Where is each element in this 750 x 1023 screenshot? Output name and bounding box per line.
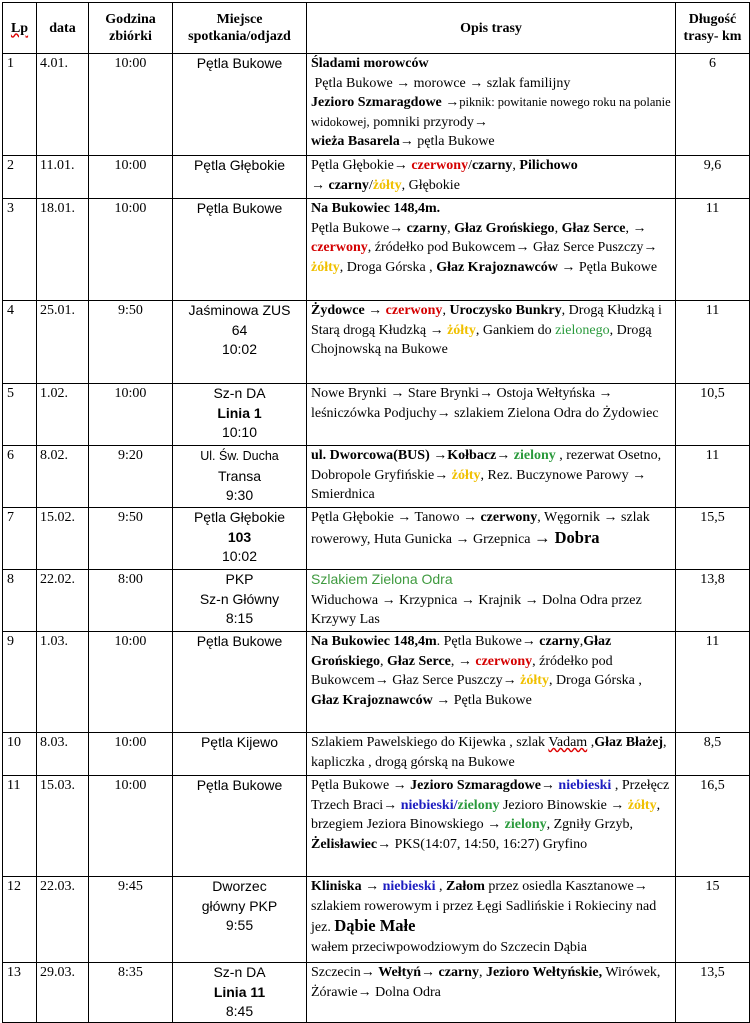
cell-data: 25.01. — [37, 301, 89, 384]
header-godzina: Godzina zbiórki — [89, 3, 173, 54]
cell-opis: Żydowce → czerwony, Uroczysko Bunkry, Drogą Kłudzką i Starą drogą Kłudzką → żółty, Gankiem do zielonego, Drogą Chojnowską na Bukowe — [307, 301, 676, 384]
cell-data: 18.01. — [37, 199, 89, 301]
cell-km: 11 — [676, 301, 750, 384]
cell-godzina: 10:00 — [89, 776, 173, 877]
cell-godzina: 10:00 — [89, 199, 173, 301]
cell-km: 10,5 — [676, 384, 750, 446]
cell-miejsce: Pętla Bukowe — [173, 776, 307, 877]
cell-godzina: 10:00 — [89, 384, 173, 446]
cell-godzina: 10:00 — [89, 632, 173, 733]
cell-opis: Śladami morowców Pętla Bukowe → morowce → szlak familijny Jezioro Szmaragdowe →piknik: powitanie nowego roku na polanie widokowej, pomniki przyrody→ wieża Basarela→ pętla Bukowe — [307, 54, 676, 156]
cell-opis: Szlakiem Pawelskiego do Kijewka , szlak Vadam ,Głaz Błażej, kapliczka , drogą górską na Bukowe — [307, 733, 676, 776]
cell-godzina: 8:35 — [89, 963, 173, 1023]
table-row — [3, 446, 750, 508]
cell-lp: 6 — [3, 446, 37, 508]
cell-lp: 11 — [3, 776, 37, 877]
header-miejsce: Miejsce spotkania/odjazd — [173, 3, 307, 54]
cell-miejsce: Pętla Głębokie — [173, 156, 307, 199]
table-row — [3, 963, 750, 1023]
cell-km: 6 — [676, 54, 750, 156]
cell-km: 8,5 — [676, 733, 750, 776]
table-row — [3, 570, 750, 632]
cell-miejsce: Jaśminowa ZUS 64 10:02 — [173, 301, 307, 384]
cell-opis: Na Bukowiec 148,4m. Pętla Bukowe→ czarny,Głaz Grońskiego, Głaz Serce, → czerwony, źródełko pod Bukowcem→ Głaz Serce Puszczy→ żółty, Droga Górska , Głaz Krajoznawców → Pętla Bukowe — [307, 632, 676, 733]
header-data: data — [37, 3, 89, 54]
cell-opis: Szlakiem Zielona Odra Widuchowa → Krzypnica → Krajnik → Dolna Odra przez Krzywy Las — [307, 570, 676, 632]
cell-km: 13,8 — [676, 570, 750, 632]
cell-godzina: 9:20 — [89, 446, 173, 508]
cell-lp: 10 — [3, 733, 37, 776]
table-row — [3, 508, 750, 570]
cell-lp: 7 — [3, 508, 37, 570]
cell-km: 9,6 — [676, 156, 750, 199]
table-row — [3, 776, 750, 877]
cell-km: 16,5 — [676, 776, 750, 877]
header-opis: Opis trasy — [307, 3, 676, 54]
cell-data: 29.03. — [37, 963, 89, 1023]
cell-km: 11 — [676, 446, 750, 508]
cell-miejsce: Ul. Św. Ducha Transa 9:30 — [173, 446, 307, 508]
table-row — [3, 733, 750, 776]
cell-godzina: 10:00 — [89, 733, 173, 776]
cell-miejsce: Pętla Głębokie 103 10:02 — [173, 508, 307, 570]
cell-opis: ul. Dworcowa(BUS) →Kołbacz→ zielony , rezerwat Osetno, Dobropole Gryfińskie→ żółty, Rez. Buczynowe Parowy → Smierdnica — [307, 446, 676, 508]
cell-opis: Pętla Głębokie→ czerwony/czarny, Pilichowo → czarny/żółty, Głębokie — [307, 156, 676, 199]
cell-data: 22.02. — [37, 570, 89, 632]
cell-data: 22.03. — [37, 877, 89, 963]
cell-data: 11.01. — [37, 156, 89, 199]
cell-km: 13,5 — [676, 963, 750, 1023]
cell-lp: 1 — [3, 54, 37, 156]
cell-opis: Na Bukowiec 148,4m. Pętla Bukowe→ czarny, Głaz Grońskiego, Głaz Serce, → czerwony, źródełko pod Bukowcem→ Głaz Serce Puszczy→ żółty, Droga Górska , Głaz Krajoznawców → Pętla Bukowe — [307, 199, 676, 301]
cell-data: 1.03. — [37, 632, 89, 733]
cell-data: 4.01. — [37, 54, 89, 156]
cell-miejsce: Sz-n DA Linia 1 10:10 — [173, 384, 307, 446]
cell-lp: 4 — [3, 301, 37, 384]
cell-miejsce: Pętla Kijewo — [173, 733, 307, 776]
cell-miejsce: Dworzec główny PKP 9:55 — [173, 877, 307, 963]
cell-data: 15.02. — [37, 508, 89, 570]
table-row — [3, 301, 750, 384]
header-lp: Lp — [3, 3, 37, 54]
cell-miejsce: PKP Sz-n Główny 8:15 — [173, 570, 307, 632]
cell-miejsce: Pętla Bukowe — [173, 199, 307, 301]
table-row — [3, 384, 750, 446]
cell-km: 11 — [676, 632, 750, 733]
cell-lp: 12 — [3, 877, 37, 963]
cell-miejsce: Sz-n DA Linia 11 8:45 — [173, 963, 307, 1023]
cell-godzina: 9:45 — [89, 877, 173, 963]
cell-miejsce: Pętla Bukowe — [173, 54, 307, 156]
table-row — [3, 156, 750, 199]
cell-opis: Kliniska → niebieski , Załom przez osiedla Kasztanowe→ szlakiem rowerowym i przez Łęgi Sadlińskie i Rokieciny nad jez. Dąbie Małe wałem przeciwpowodziowym do Szczecin Dąbia — [307, 877, 676, 963]
cell-godzina: 9:50 — [89, 301, 173, 384]
header-dlugosc: Długość trasy- km — [676, 3, 750, 54]
cell-opis: Szczecin→ Wełtyń→ czarny, Jezioro Wełtyńskie, Wirówek, Żórawie→ Dolna Odra — [307, 963, 676, 1023]
cell-opis: Pętla Bukowe → Jezioro Szmaragdowe→ niebieski , Przełęcz Trzech Braci→ niebieski/zielony Jezioro Binowskie → żółty, brzegiem Jeziora Binowskiego → zielony, Zgniły Grzyb, Żelisławiec→ PKS(14:07, 14:50, 16:27) Gryfino — [307, 776, 676, 877]
cell-godzina: 8:00 — [89, 570, 173, 632]
table-row — [3, 632, 750, 733]
cell-lp: 2 — [3, 156, 37, 199]
cell-lp: 3 — [3, 199, 37, 301]
table-row — [3, 877, 750, 963]
table-row — [3, 199, 750, 301]
cell-lp: 8 — [3, 570, 37, 632]
cell-opis: Nowe Brynki → Stare Brynki→ Ostoja Wełtyńska → leśniczówka Podjuchy→ szlakiem Zielona Odra do Żydowiec — [307, 384, 676, 446]
cell-godzina: 9:50 — [89, 508, 173, 570]
cell-data: 1.02. — [37, 384, 89, 446]
cell-godzina: 10:00 — [89, 156, 173, 199]
cell-lp: 9 — [3, 632, 37, 733]
cell-data: 15.03. — [37, 776, 89, 877]
cell-godzina: 10:00 — [89, 54, 173, 156]
cell-data: 8.03. — [37, 733, 89, 776]
cell-km: 15,5 — [676, 508, 750, 570]
cell-km: 15 — [676, 877, 750, 963]
cell-lp: 13 — [3, 963, 37, 1023]
trail-schedule-table — [2, 2, 750, 1023]
cell-opis: Pętla Głębokie → Tanowo → czerwony, Węgornik → szlak rowerowy, Huta Gunicka → Grzepnica → Dobra — [307, 508, 676, 570]
header-row — [3, 3, 750, 54]
cell-data: 8.02. — [37, 446, 89, 508]
cell-km: 11 — [676, 199, 750, 301]
table-row — [3, 54, 750, 156]
cell-miejsce: Pętla Bukowe — [173, 632, 307, 733]
cell-lp: 5 — [3, 384, 37, 446]
